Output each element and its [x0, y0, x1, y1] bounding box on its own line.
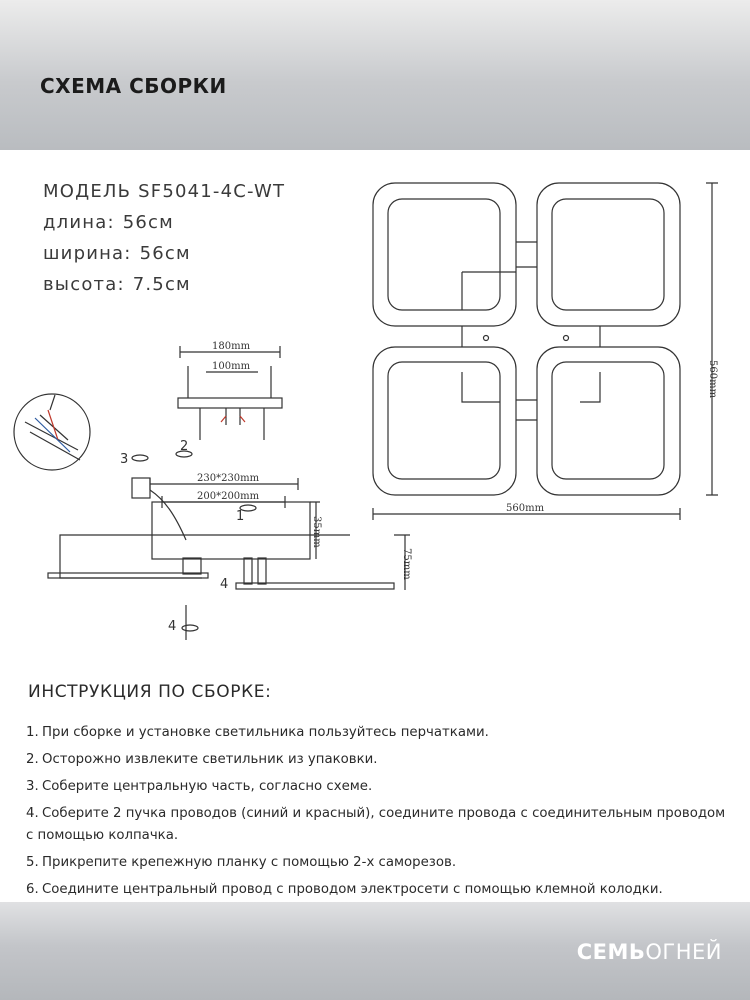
instructions-title: ИНСТРУКЦИЯ ПО СБОРКЕ: — [28, 682, 272, 702]
step-number: 1. — [26, 725, 39, 740]
frame-inner-tr — [552, 199, 664, 310]
bracket-screws — [200, 408, 264, 440]
dim-75-label: 75mm — [401, 548, 412, 580]
dim-180-label: 180mm — [212, 341, 251, 352]
frame-outer-br — [537, 347, 680, 495]
model-name: МОДЕЛЬ SF5041-4C-WT — [43, 181, 286, 202]
instruction-steps — [26, 722, 736, 906]
connector-top — [516, 242, 537, 267]
dim-100-label: 100mm — [212, 361, 251, 372]
standoff-left — [183, 558, 201, 574]
spec-length-label: длина: — [43, 212, 115, 233]
connector-bottom — [516, 400, 537, 420]
standoff-mid — [244, 558, 252, 584]
instruction-step — [26, 749, 736, 771]
brand-logo — [577, 940, 722, 964]
frame-outer-tl — [373, 183, 516, 326]
instruction-step — [26, 776, 736, 798]
dim-35-label: 35mm — [311, 516, 322, 548]
callout-2: 2 — [180, 439, 189, 454]
callout-4a: 4 — [220, 577, 229, 592]
part-3 — [132, 455, 148, 461]
center-plate — [462, 272, 600, 402]
step-number: 5. — [26, 855, 39, 870]
brand-bold: СЕМЬ — [576, 940, 646, 964]
callout-4b: 4 — [168, 619, 177, 634]
wire-strands — [25, 395, 80, 460]
brand-light: ОГНЕЙ — [645, 940, 722, 964]
spec-height-value: 7.5см — [132, 274, 191, 295]
connector-mid — [462, 326, 600, 347]
callout-1: 1 — [236, 509, 245, 524]
top-view-frames — [373, 183, 680, 495]
spec-height-label: высота: — [43, 274, 125, 295]
step-text: При сборке и установке светильника пользуйтесь перчатками. — [42, 725, 489, 740]
assembly-drawing — [0, 160, 750, 660]
step-number: 6. — [26, 882, 39, 897]
part-4 — [182, 625, 198, 631]
frame-inner-bl — [388, 362, 500, 479]
dim-560-v-label: 560mm — [707, 360, 718, 399]
dim-200-label: 200*200mm — [197, 491, 260, 502]
page-title: СХЕМА СБОРКИ — [40, 74, 227, 98]
instruction-step — [26, 803, 736, 847]
screw-arrows-red — [221, 416, 245, 422]
step-text: Прикрепите крепежную планку с помощью 2-х саморезов. — [42, 855, 457, 870]
screw-hole-right — [564, 336, 569, 341]
spec-length-value: 56см — [122, 212, 174, 233]
instruction-step — [26, 879, 736, 901]
step-number: 2. — [26, 752, 39, 767]
terminal-block — [132, 478, 150, 498]
canopy-body — [152, 502, 310, 559]
instruction-step — [26, 722, 736, 744]
spec-width-value: 56см — [139, 243, 191, 264]
dim-line-560-v — [706, 183, 718, 495]
standoff-right — [258, 558, 266, 584]
frame-inner-tl — [388, 199, 500, 310]
mounting-bracket — [178, 398, 282, 408]
frame-outer-bl — [373, 347, 516, 495]
step-number: 3. — [26, 779, 39, 794]
dim-230-label: 230*230mm — [197, 473, 260, 484]
spec-width-label: ширина: — [43, 243, 132, 264]
dim-560-h-label: 560mm — [506, 503, 545, 514]
step-text: Соберите центральную часть, согласно схеме. — [42, 779, 373, 794]
screw-hole-left — [484, 336, 489, 341]
frame-outer-tr — [537, 183, 680, 326]
lamp-arm-left — [60, 535, 350, 578]
step-text: Соберите 2 пучка проводов (синий и красный), соедините провода с соединительным проводом с помощью колпачка. — [26, 806, 726, 843]
wire — [150, 490, 186, 540]
step-text: Соедините центральный провод с проводом электросети с помощью клемной колодки. — [42, 882, 663, 897]
callout-3: 3 — [120, 452, 129, 467]
instruction-step — [26, 852, 736, 874]
step-text: Осторожно извлеките светильник из упаковки. — [42, 752, 378, 767]
step-number: 4. — [26, 806, 39, 821]
frame-inner-br — [552, 362, 664, 479]
